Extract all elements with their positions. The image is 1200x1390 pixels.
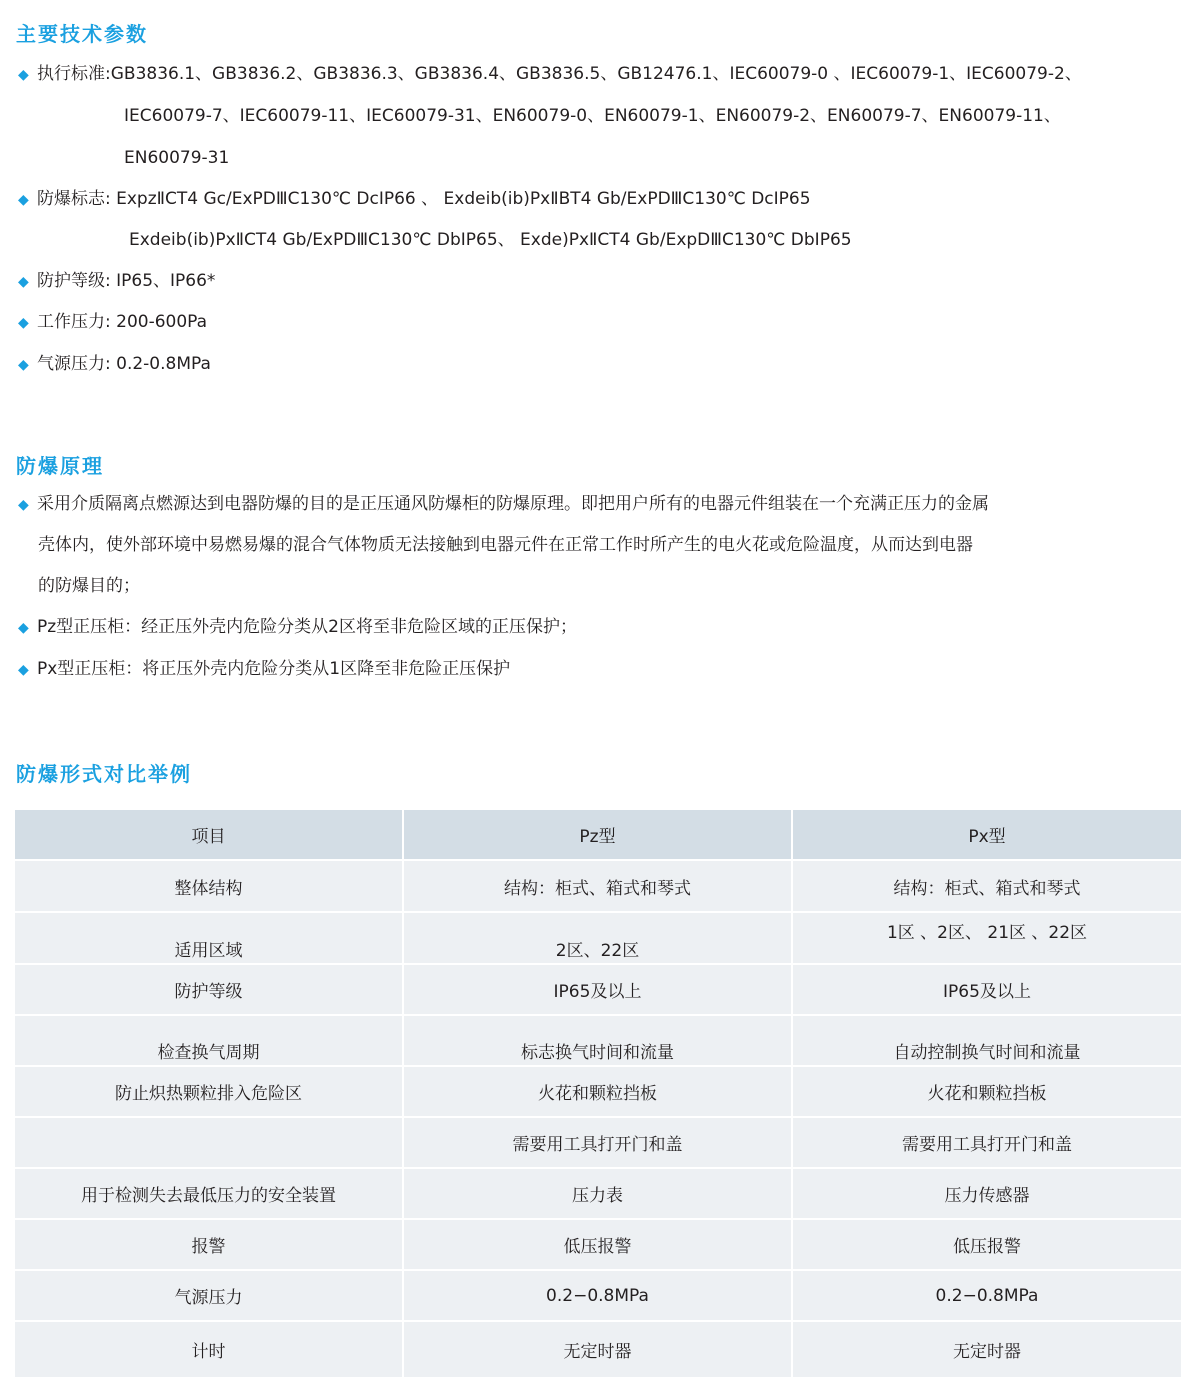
param-protection: [18, 261, 215, 303]
table-cell: 火花和颗粒挡板: [403, 1066, 792, 1117]
table-cell: 计时: [15, 1321, 403, 1378]
table-cell: [792, 912, 1181, 964]
table-cell: 压力传感器: [792, 1168, 1181, 1219]
table-cell-text: 自动控制换气时间和流量: [893, 1043, 1081, 1063]
param-standard-line3: EN60079-31: [124, 148, 230, 168]
header-cell-px: Px型: [792, 810, 1181, 860]
table-cell-text: 适用区域: [174, 940, 243, 961]
table-row: [15, 1219, 1181, 1270]
principle-px-text: Px型正压柜：将正压外壳内危险分类从1区降至非危险正压保护: [37, 659, 511, 679]
diamond-icon: ◆: [18, 662, 29, 678]
table-cell: 整体结构: [15, 860, 403, 912]
diamond-icon: ◆: [18, 67, 29, 83]
header-cell-item: 项目: [15, 810, 403, 860]
table-cell: 火花和颗粒挡板: [792, 1066, 1181, 1117]
param-air-pressure-text: 气源压力: 0.2-0.8MPa: [37, 354, 211, 374]
table-header-row: [15, 810, 1181, 860]
header-cell-pz: Pz型: [403, 810, 792, 860]
table-cell-text: 1区 、2区、 21区 、22区: [886, 922, 1088, 943]
table-row: [15, 1321, 1181, 1378]
diamond-icon: ◆: [18, 315, 29, 331]
table-row: [15, 964, 1181, 1015]
diamond-icon: ◆: [18, 620, 29, 636]
section-title-principle: 防爆原理: [16, 454, 104, 478]
param-protection-text: 防护等级: IP65、IP66*: [37, 271, 216, 291]
diamond-icon: ◆: [18, 192, 29, 208]
param-working-pressure-text: 工作压力: 200-600Pa: [37, 312, 208, 332]
table-cell: 低压报警: [792, 1219, 1181, 1270]
table-cell: 防护等级: [15, 964, 403, 1015]
param-standard-line2: IEC60079-7、IEC60079-11、IEC60079-31、EN60079-0、EN60079-1、EN60079-2、EN60079-7、EN60079-11、: [124, 106, 1061, 126]
section-title-comparison: 防爆形式对比举例: [16, 762, 192, 786]
table-cell: 用于检测失去最低压力的安全装置: [15, 1168, 403, 1219]
diamond-icon: ◆: [18, 357, 29, 373]
table-cell: 压力表: [403, 1168, 792, 1219]
param-marking-line1: 防爆标志: ExpzⅡCT4 Gc/ExPDⅢC130℃ DcIP66 、 Exdeib(ib)PxⅡBT4 Gb/ExPDⅢC130℃ DcIP65: [37, 189, 811, 209]
comparison-table: [15, 810, 1181, 1379]
param-standard-line1: 执行标准:GB3836.1、GB3836.2、GB3836.3、GB3836.4、GB3836.5、GB12476.1、IEC60079-0 、IEC60079-1、IEC60079-2、: [37, 64, 1082, 84]
table-row: [15, 860, 1181, 912]
table-cell: 结构：柜式、箱式和琴式: [792, 860, 1181, 912]
principle-pz: [18, 607, 577, 649]
table-cell-text: 标志换气时间和流量: [521, 1043, 674, 1063]
table-cell: 0.2−0.8MPa: [792, 1270, 1181, 1321]
table-cell: 报警: [15, 1219, 403, 1270]
diamond-icon: ◆: [18, 274, 29, 290]
table-cell: 无定时器: [403, 1321, 792, 1378]
table-cell: IP65及以上: [792, 964, 1181, 1015]
param-marking: [18, 179, 811, 221]
table-row: [15, 1168, 1181, 1219]
table-row: [15, 1117, 1181, 1168]
table-cell: [15, 1015, 403, 1066]
principle-px: [18, 649, 510, 691]
table-row: [15, 912, 1181, 964]
table-cell: [403, 1015, 792, 1066]
table-cell: 需要用工具打开门和盖: [403, 1117, 792, 1168]
principle-para: [18, 484, 989, 526]
table-cell-text: 检查换气周期: [157, 1043, 260, 1063]
table-cell: IP65及以上: [403, 964, 792, 1015]
table-cell: 气源压力: [15, 1270, 403, 1321]
table-row: [15, 1015, 1181, 1066]
param-marking-line2: Exdeib(ib)PxⅡCT4 Gb/ExPDⅢC130℃ DbIP65、 Exde)PxⅡCT4 Gb/ExpDⅢC130℃ DbIP65: [129, 230, 852, 250]
table-cell: [792, 1015, 1181, 1066]
table-cell: 需要用工具打开门和盖: [792, 1117, 1181, 1168]
table-cell: 防止炽热颗粒排入危险区: [15, 1066, 403, 1117]
param-air-pressure: [18, 344, 211, 386]
param-working-pressure: [18, 302, 207, 344]
principle-pz-text: Pz型正压柜：经正压外壳内危险分类从2区将至非危险区域的正压保护；: [37, 617, 577, 637]
principle-para-line2: 壳体内，使外部环境中易燃易爆的混合气体物质无法接触到电器元件在正常工作时所产生的电火花或危险温度，从而达到电器: [38, 535, 973, 555]
table-cell: 无定时器: [792, 1321, 1181, 1378]
principle-para-line3: 的防爆目的；: [38, 576, 140, 596]
table-row: [15, 1270, 1181, 1321]
table-cell: [15, 1117, 403, 1168]
table-cell: [15, 912, 403, 964]
table-row: [15, 1066, 1181, 1117]
table-cell: [403, 912, 792, 964]
section-title-params: 主要技术参数: [16, 22, 148, 46]
param-standard: [18, 54, 1082, 96]
table-cell: 结构：柜式、箱式和琴式: [403, 860, 792, 912]
diamond-icon: ◆: [18, 497, 29, 513]
principle-para-line1: 采用介质隔离点燃源达到电器防爆的目的是正压通风防爆柜的防爆原理。即把用户所有的电器元件组装在一个充满正压力的金属: [37, 494, 989, 514]
table-cell: 0.2−0.8MPa: [403, 1270, 792, 1321]
table-cell-text: 2区、22区: [555, 940, 640, 961]
table-cell: 低压报警: [403, 1219, 792, 1270]
